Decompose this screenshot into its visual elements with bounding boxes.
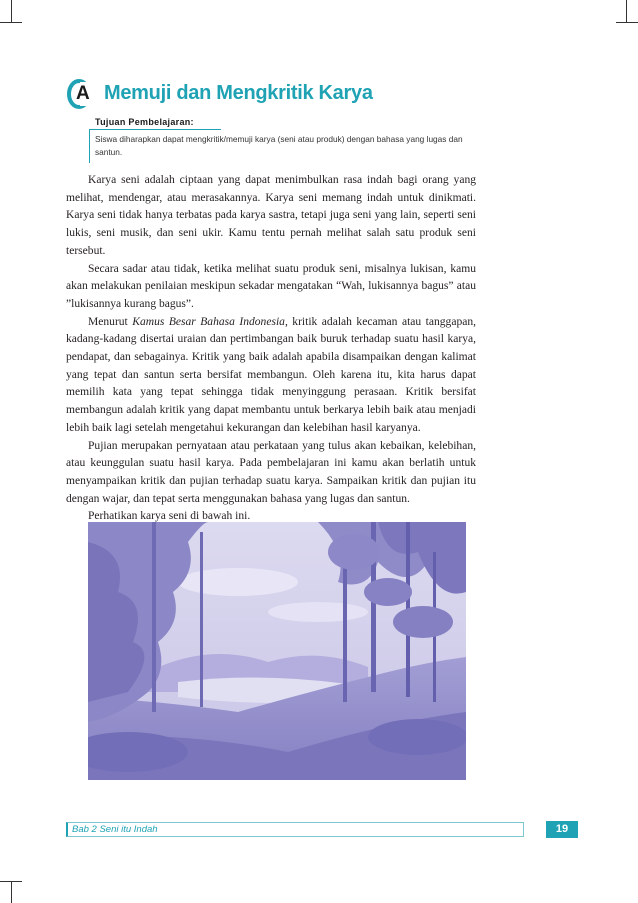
body-text: [66, 172, 476, 526]
footer-chapter-title: Bab 2 Seni itu Indah: [72, 824, 158, 835]
crop-mark-top-left-v: [11, 0, 12, 22]
paragraph-text: , kritik adalah kecaman atau tanggapan, kadang-kadang disertai uraian dan pertimbangan baik buruk terhadap suatu hasil karya, pendapat, dan sebagainya. Kritik yang baik adalah apabila disampaikan dengan kalimat yang tepat dan santun serta bersifat membangun. Oleh karena itu, kita harus dapat memilih kata yang tepat sehingga tidak menyinggung perasaan. Kritik bersifat membangun adalah kritik yang dapat membantu untuk berkarya lebih baik atau menjadi lebih baik lagi setelah mengetahui kekurangan dan kelebihan hasil karyanya.: [66, 315, 476, 434]
paragraph-text: Karya seni adalah ciptaan yang dapat menimbulkan rasa indah bagi orang yang melihat, mendengar, atau merasakannya. Karya seni memang indah untuk dinikmati. Karya seni tidak hanya terbatas pada karya sastra, tetapi juga seni yang lain, seperti seni lukis, seni musik, dan seni ukir. Kamu tentu pernah melihat salah satu produk seni tersebut.: [66, 174, 476, 257]
page-number: 19: [546, 821, 578, 838]
paragraph-text: Secara sadar atau tidak, ketika melihat suatu produk seni, misalnya lukisan, kamu akan melakukan penilaian meskipun sekadar mengatakan “Wah, lukisannya bagus” atau ”lukisannya kurang bagus”.: [66, 262, 476, 310]
section-heading: [66, 79, 396, 109]
crop-mark-bottom-left-v: [11, 881, 12, 903]
learning-goal-box: [85, 117, 485, 161]
learning-goal-rule: [89, 129, 90, 163]
crop-mark-top-left-h: [0, 22, 22, 23]
footer-bar: [66, 822, 524, 837]
crop-mark-top-right-v: [626, 0, 627, 22]
learning-goal-text: Siswa diharapkan dapat mengkritik/memuji karya (seni atau produk) dengan bahasa yang lugas dan santun.: [95, 134, 463, 157]
body-paragraph: [66, 261, 476, 314]
body-paragraph: [66, 314, 476, 438]
dictionary-title: Kamus Besar Bahasa Indonesia: [132, 315, 285, 328]
paragraph-text: Pujian merupakan pernyataan atau perkataan yang tulus akan kebaikan, kelebihan, atau keunggulan suatu hasil karya. Pada pembelajaran ini kamu akan berlatih untuk menyampaikan kritik dan pujian terhadap suatu karya. Sampaikan kritik dan pujian itu dengan wajar, dan tepat serta menggunakan bahasa yang lugas dan santun.: [66, 439, 476, 505]
forest-landscape-image: [88, 522, 466, 780]
section-title: Memuji dan Mengkritik Karya: [104, 82, 373, 104]
learning-goal-underline: [89, 129, 221, 130]
paragraph-text: Perhatikan karya seni di bawah ini.: [88, 510, 251, 523]
crop-mark-bottom-left-h: [0, 881, 22, 882]
landscape-illustration: [88, 522, 466, 780]
learning-goal-label: Tujuan Pembelajaran:: [95, 117, 194, 127]
crop-mark-top-right-h: [616, 22, 638, 23]
body-paragraph: [66, 172, 476, 261]
body-paragraph: [66, 438, 476, 509]
paragraph-text: Menurut: [88, 315, 133, 328]
section-letter: A: [76, 83, 90, 104]
